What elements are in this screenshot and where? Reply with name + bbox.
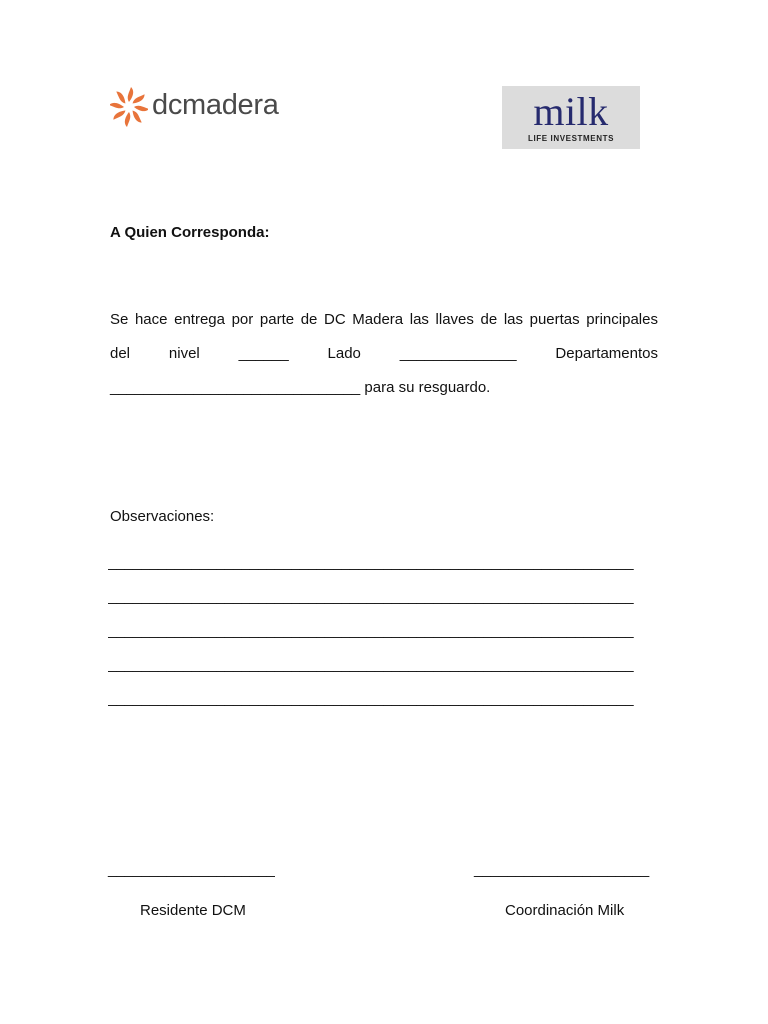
dcmadera-wordmark: dcmadera [152,89,279,121]
word: nivel [168,345,200,362]
lado-blank: ______________ [399,345,517,362]
word: de [480,311,498,328]
word: Lado [327,345,361,362]
observations-label: Observaciones: [110,508,215,525]
signature-label-coordinacion: Coordinación Milk [505,902,625,919]
word: hace [134,311,168,328]
word: por [231,311,254,328]
observation-line: _______________________________________________________________ [108,554,634,571]
milk-tagline: LIFE INVESTMENTS [527,134,615,143]
word: parte [259,311,295,328]
word: las [503,311,523,328]
word: DC [324,311,346,328]
observation-line: _______________________________________________________________ [108,690,634,707]
paragraph-line-1 [110,311,658,329]
milk-wordmark: milk [533,89,609,134]
word: de [300,311,318,328]
nivel-blank: ______ [238,345,289,362]
paragraph-line-2 [110,345,658,363]
word: Se [110,311,129,328]
greeting: A Quien Corresponda: [110,224,270,241]
dcmadera-logo [110,86,279,128]
signature-line-coordinacion: _____________________ [474,861,650,878]
signature-line-residente: ____________________ [108,861,275,878]
dcmadera-flower-icon [110,86,148,128]
word: Madera [352,311,404,328]
word: llaves [435,311,474,328]
milk-logo [502,86,640,149]
word: principales [586,311,658,328]
word: Departamentos [555,345,658,362]
paragraph-line-3: ______________________________ para su resguardo. [110,379,491,396]
word: entrega [174,311,225,328]
word: del [110,345,131,362]
word: las [409,311,429,328]
observation-line: _______________________________________________________________ [108,622,634,639]
signature-label-residente: Residente DCM [140,902,246,919]
word: puertas [529,311,580,328]
observation-line: _______________________________________________________________ [108,656,634,673]
observation-line: _______________________________________________________________ [108,588,634,605]
